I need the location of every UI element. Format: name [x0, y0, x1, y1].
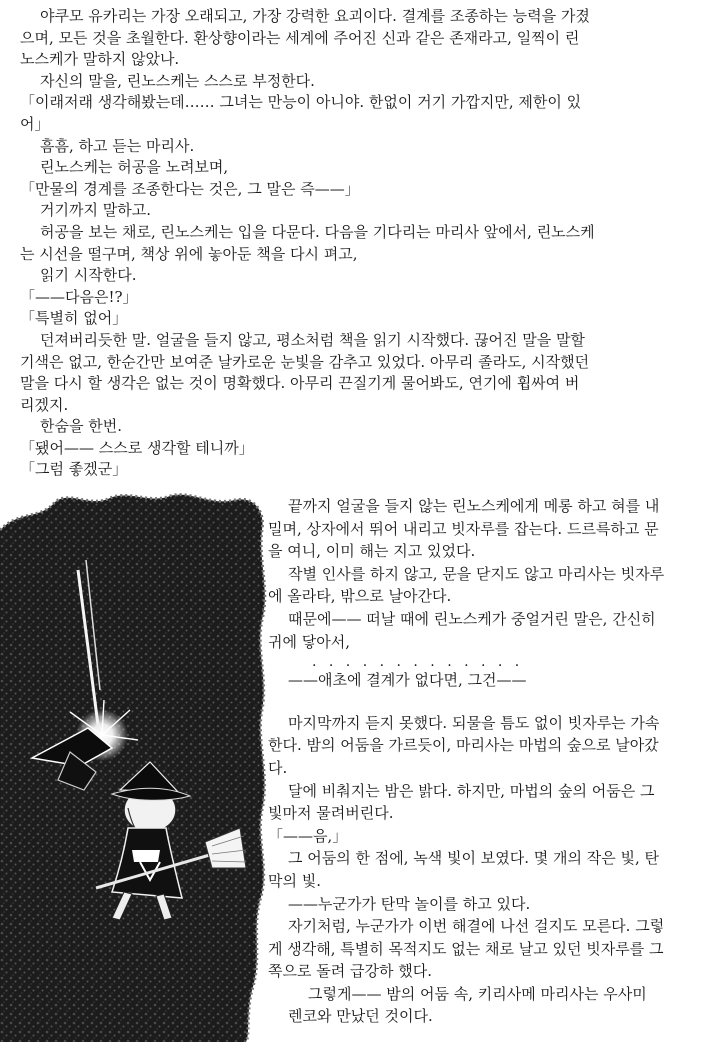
text-line: 거기까지 말하고.: [40, 201, 151, 220]
text-line: 「——음,」: [268, 826, 348, 845]
text-line: 말을 다시 할 생각은 없는 것이 명확했다. 아무리 끈질기게 물어봐도, 연기에 휩싸여 버: [20, 374, 580, 393]
text-line: 귀에 닿아서,: [268, 632, 350, 651]
text-line: 「만물의 경계를 조종한다는 것은, 그 말은 즉——」: [20, 179, 360, 198]
emphasis-dots: . . . . . . . . . . . . .: [312, 655, 524, 670]
right-text-part-b: [268, 669, 714, 692]
text-line: 다.: [268, 758, 288, 777]
text-line: 렌코와 만났던 것이다.: [288, 1007, 433, 1026]
text-line: 「이래저래 생각해봤는데…… 그녀는 만능이 아니야. 한없이 거기 가깝지만, 제한이 있: [20, 93, 582, 112]
text-line: 흠흠, 하고 듣는 마리사.: [40, 136, 195, 155]
text-line: 밀며, 상자에서 뛰어 내리고 빗자루를 잡는다. 드르륵하고 문: [268, 519, 659, 538]
text-line: 으며, 모든 것을 초월한다. 환상향이라는 세계에 주어진 신과 같은 존재라고, 일찍이 린: [20, 28, 580, 47]
text-line: 던져버리듯한 말. 얼굴을 들지 않고, 평소처럼 책을 읽기 시작했다. 끊어진 말을 말할: [40, 330, 585, 349]
text-line: 야쿠모 유카리는 가장 오래되고, 가장 강력한 요괴이다. 결계를 조종하는 능력을 가졌: [40, 7, 590, 25]
text-line: 린노스케는 허공을 노려보며,: [40, 158, 229, 177]
text-line: 자기처럼, 누군가가 이번 해결에 나선 걸지도 모른다. 그렇: [288, 917, 665, 936]
text-line: ——누군가가 탄막 놀이를 하고 있다.: [288, 894, 531, 913]
text-line: 에 올라타, 밖으로 날아간다.: [268, 587, 452, 606]
text-line: 을 여니, 이미 해는 지고 있었다.: [268, 542, 476, 561]
text-line: 한숨을 한번.: [40, 417, 122, 436]
right-text-block: [268, 495, 714, 1028]
text-line: 노스케가 말하지 않았나.: [20, 50, 180, 69]
night-forest-witch-on-broom-icon: [0, 490, 290, 1042]
text-line: 한다. 밤의 어둠을 가르듯이, 마리사는 마법의 숲으로 날아갔: [268, 736, 659, 755]
text-line: 게 생각해, 특별히 목적지도 없는 채로 날고 있던 빗자루를 그: [268, 939, 664, 958]
text-line: 「특별히 없어」: [20, 309, 128, 328]
text-line: 자신의 말을, 린노스케는 스스로 부정한다.: [40, 71, 315, 90]
text-line: 마지막까지 듣지 못했다. 되물을 틈도 없이 빗자루는 가속: [288, 713, 660, 732]
text-line: 쪽으로 돌려 급강하 했다.: [268, 962, 432, 981]
text-line: 그렇게—— 밤의 어둠 속, 키리사메 마리사는 우사미: [308, 984, 647, 1003]
text-line: ——애초에 결계가 없다면, 그건——: [288, 671, 527, 690]
text-line: 그 어둠의 한 점에, 녹색 빛이 보였다. 몇 개의 작은 빛, 탄: [288, 849, 660, 868]
text-line: 리겠지.: [20, 395, 69, 414]
text-line: 기색은 없고, 한순간만 보여준 날카로운 눈빛을 감추고 있었다. 아무리 졸라도, 시작했던: [20, 352, 590, 371]
text-line: 달에 비춰지는 밤은 밝다. 하지만, 마법의 숲의 어둠은 그: [288, 781, 655, 800]
right-text-part-c: [268, 712, 714, 1028]
text-line: 막의 빛.: [268, 871, 322, 890]
text-line: 읽기 시작한다.: [40, 266, 137, 285]
paragraph-gap: [268, 692, 714, 712]
text-line: 어」: [20, 114, 50, 133]
text-line: 때문에—— 떠날 때에 린노스케가 중얼거린 말은, 간신히: [288, 609, 656, 628]
text-line: 「그럼 좋겠군」: [20, 460, 128, 479]
text-line: 는 시선을 떨구며, 책상 위에 놓아둔 책을 다시 펴고,: [20, 244, 358, 263]
text-line: 「됐어—— 스스로 생각할 테니까」: [20, 438, 254, 457]
text-line: 「——다음은!?」: [20, 287, 138, 306]
text-line: 작별 인사를 하지 않고, 문을 닫지도 않고 마리사는 빗자루: [288, 564, 665, 583]
top-text-block: [20, 6, 700, 481]
text-line: 끝까지 얼굴을 들지 않는 린노스케에게 메롱 하고 혀를 내: [288, 497, 660, 515]
right-text-part-a: [268, 495, 714, 653]
text-line: 허공을 보는 채로, 린노스케는 입을 다문다. 다음을 기다리는 마리사 앞에서, 린노스케: [40, 222, 595, 241]
text-line: 빛마저 물려버린다.: [268, 804, 394, 823]
